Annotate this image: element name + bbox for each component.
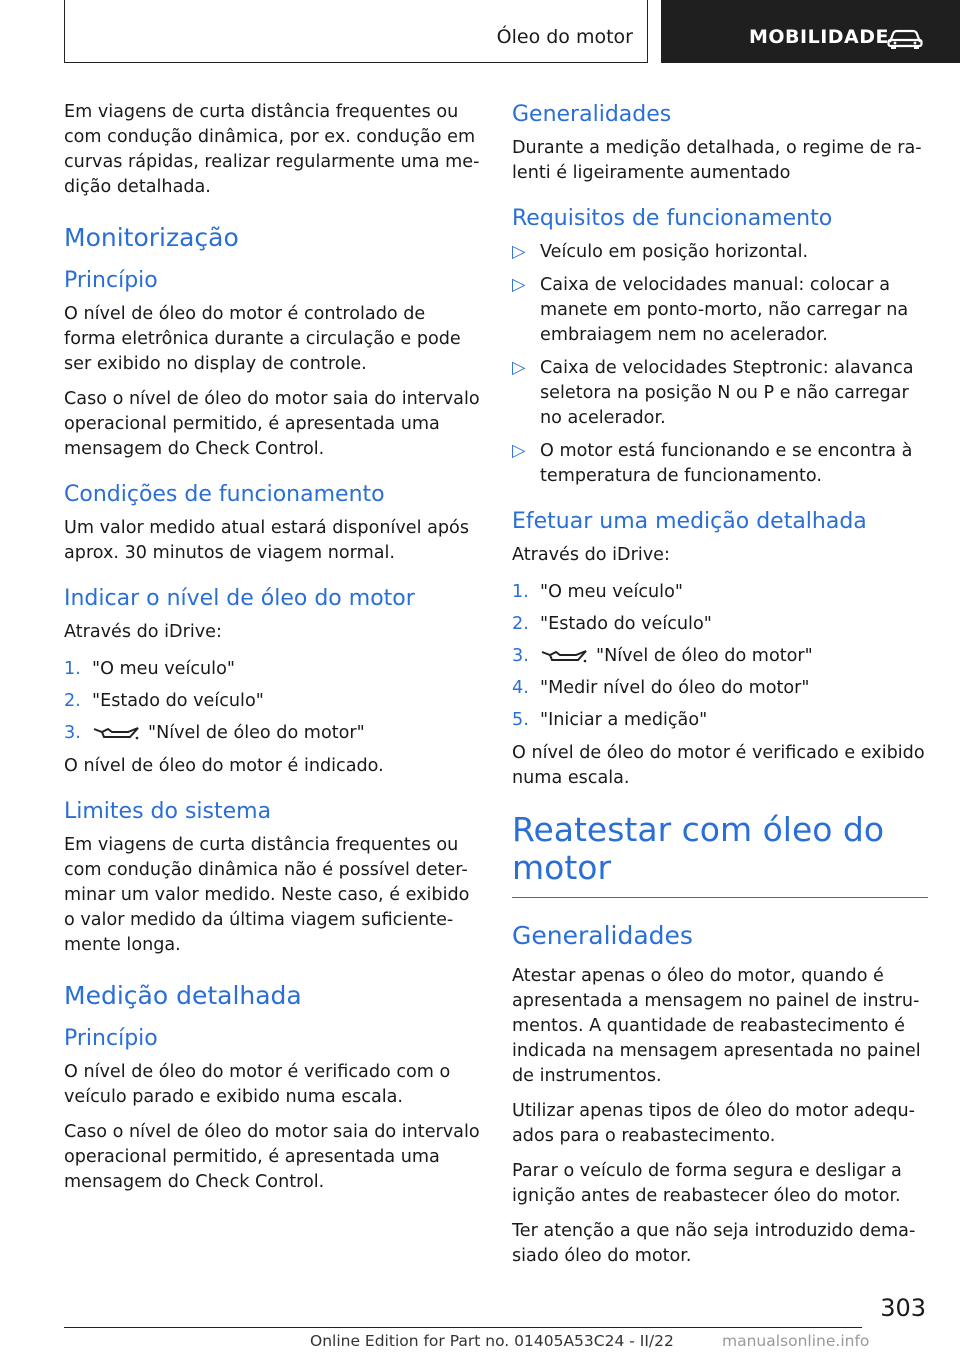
heading-principio: Princípio [64,1026,158,1051]
list-item [512,356,928,431]
item-text: Veículo em posição horizontal. [540,242,809,262]
step-text: "Iniciar a medição" [540,710,708,730]
list-item [512,612,928,637]
paragraph: Através do iDrive: [512,545,670,565]
step-number: 3. [512,646,529,666]
step-text: "Nível de óleo do motor" [148,723,365,743]
heading-reatestar: Reatestar com óleo do motor [512,811,928,898]
heading-requisitos: Requisitos de funcionamento [512,206,833,231]
footer-edition: Online Edition for Part no. 01405A53C24 - II/22 [310,1332,674,1350]
list-item [512,644,928,669]
paragraph: O nível de óleo do motor é controlado de forma eletrônica durante a circulação e pode ser exibido no display de controle. [64,304,461,374]
footer-divider [64,1327,862,1328]
paragraph: Em viagens de curta distância frequentes ou com condução dinâmica não é possível deter-minar um valor medido. Neste caso, é exibido o valor medido da última viagem suficiente-mente longa. [64,835,470,955]
bullet-marker: ▷ [512,358,526,378]
page-number: 303 [880,1294,926,1322]
step-number: 2. [512,614,529,634]
paragraph: Durante a medição detalhada, o regime de ra-lenti é ligeiramente aumentado [512,138,922,183]
step-text: "Nível de óleo do motor" [596,646,813,666]
page-header [0,0,960,66]
header-section: MOBILIDADE [749,26,890,48]
car-icon [887,28,923,50]
paragraph: O nível de óleo do motor é verificado com o veículo parado e exibido numa escala. [64,1062,451,1107]
header-topic: Óleo do motor [496,26,633,48]
bullet-marker: ▷ [512,242,526,262]
paragraph: Caso o nível de óleo do motor saia do intervalo operacional permitido, é apresentada uma mensagem do Check Control. [64,1122,480,1192]
paragraph: O nível de óleo do motor é indicado. [64,756,384,776]
list-item [64,657,480,682]
step-number: 1. [512,582,529,602]
list-item [512,439,928,489]
paragraph: Utilizar apenas tipos de óleo do motor adequ-ados para o reabastecimento. [512,1101,915,1146]
requirements-list [512,240,928,489]
oil-can-icon [92,726,140,740]
intro-paragraph: Em viagens de curta distância frequentes ou com condução dinâmica, por ex. condução em curvas rápidas, realizar regularmente uma me-dição detalhada. [64,102,480,197]
list-item [512,240,928,265]
paragraph: Ter atenção a que não seja introduzido dema-siado óleo do motor. [512,1221,916,1266]
paragraph: Caso o nível de óleo do motor saia do intervalo operacional permitido, é apresentada uma mensagem do Check Control. [64,389,480,459]
paragraph: Parar o veículo de forma segura e desligar a ignição antes de reabastecer óleo do motor. [512,1161,902,1206]
item-text: Caixa de velocidades Steptronic: alavanca seletora na posição N ou P e não carregar no acelerador. [540,358,914,428]
steps-list [512,580,928,733]
paragraph: Atestar apenas o óleo do motor, quando é apresentada a mensagem no painel de instru-mentos. A quantidade de reabastecimento é indicada na mensagem apresentada no painel de instrumentos. [512,966,921,1086]
heading-condicoes: Condições de funcionamento [64,482,385,507]
steps-list [64,657,480,746]
paragraph: O nível de óleo do motor é verificado e exibido numa escala. [512,743,925,788]
heading-efetuar: Efetuar uma medição detalhada [512,509,867,534]
list-item [64,721,480,746]
list-item [512,580,928,605]
list-item [512,708,928,733]
step-number: 3. [64,723,81,743]
right-column [512,100,928,1279]
left-column [64,100,480,1205]
oil-can-icon [540,649,588,663]
header-section-box [661,0,960,63]
step-text: "Estado do veículo" [540,614,712,634]
heading-medicao: Medição detalhada [64,981,302,1010]
list-item [64,689,480,714]
header-topic-box [64,0,648,63]
heading-principio: Princípio [64,268,158,293]
step-number: 1. [64,659,81,679]
heading-generalidades: Generalidades [512,102,672,127]
heading-monitorizacao: Monitorização [64,223,239,252]
step-number: 5. [512,710,529,730]
heading-generalidades: Generalidades [512,921,693,950]
heading-indicar: Indicar o nível de óleo do motor [64,586,415,611]
step-text: "O meu veículo" [540,582,683,602]
paragraph: Através do iDrive: [64,622,222,642]
footer-watermark: manualsonline.info [722,1332,870,1350]
step-text: "O meu veículo" [92,659,235,679]
paragraph: Um valor medido atual estará disponível após aprox. 30 minutos de viagem normal. [64,518,469,563]
heading-limites: Limites do sistema [64,799,272,824]
list-item [512,676,928,701]
list-item [512,273,928,348]
step-number: 4. [512,678,529,698]
item-text: Caixa de velocidades manual: colocar a manete em ponto-morto, não carregar na embraiagem nem no acelerador. [540,275,909,345]
step-text: "Medir nível do óleo do motor" [540,678,810,698]
bullet-marker: ▷ [512,275,526,295]
step-text: "Estado do veículo" [92,691,264,711]
item-text: O motor está funcionando e se encontra à temperatura de funcionamento. [540,441,913,486]
step-number: 2. [64,691,81,711]
bullet-marker: ▷ [512,441,526,461]
